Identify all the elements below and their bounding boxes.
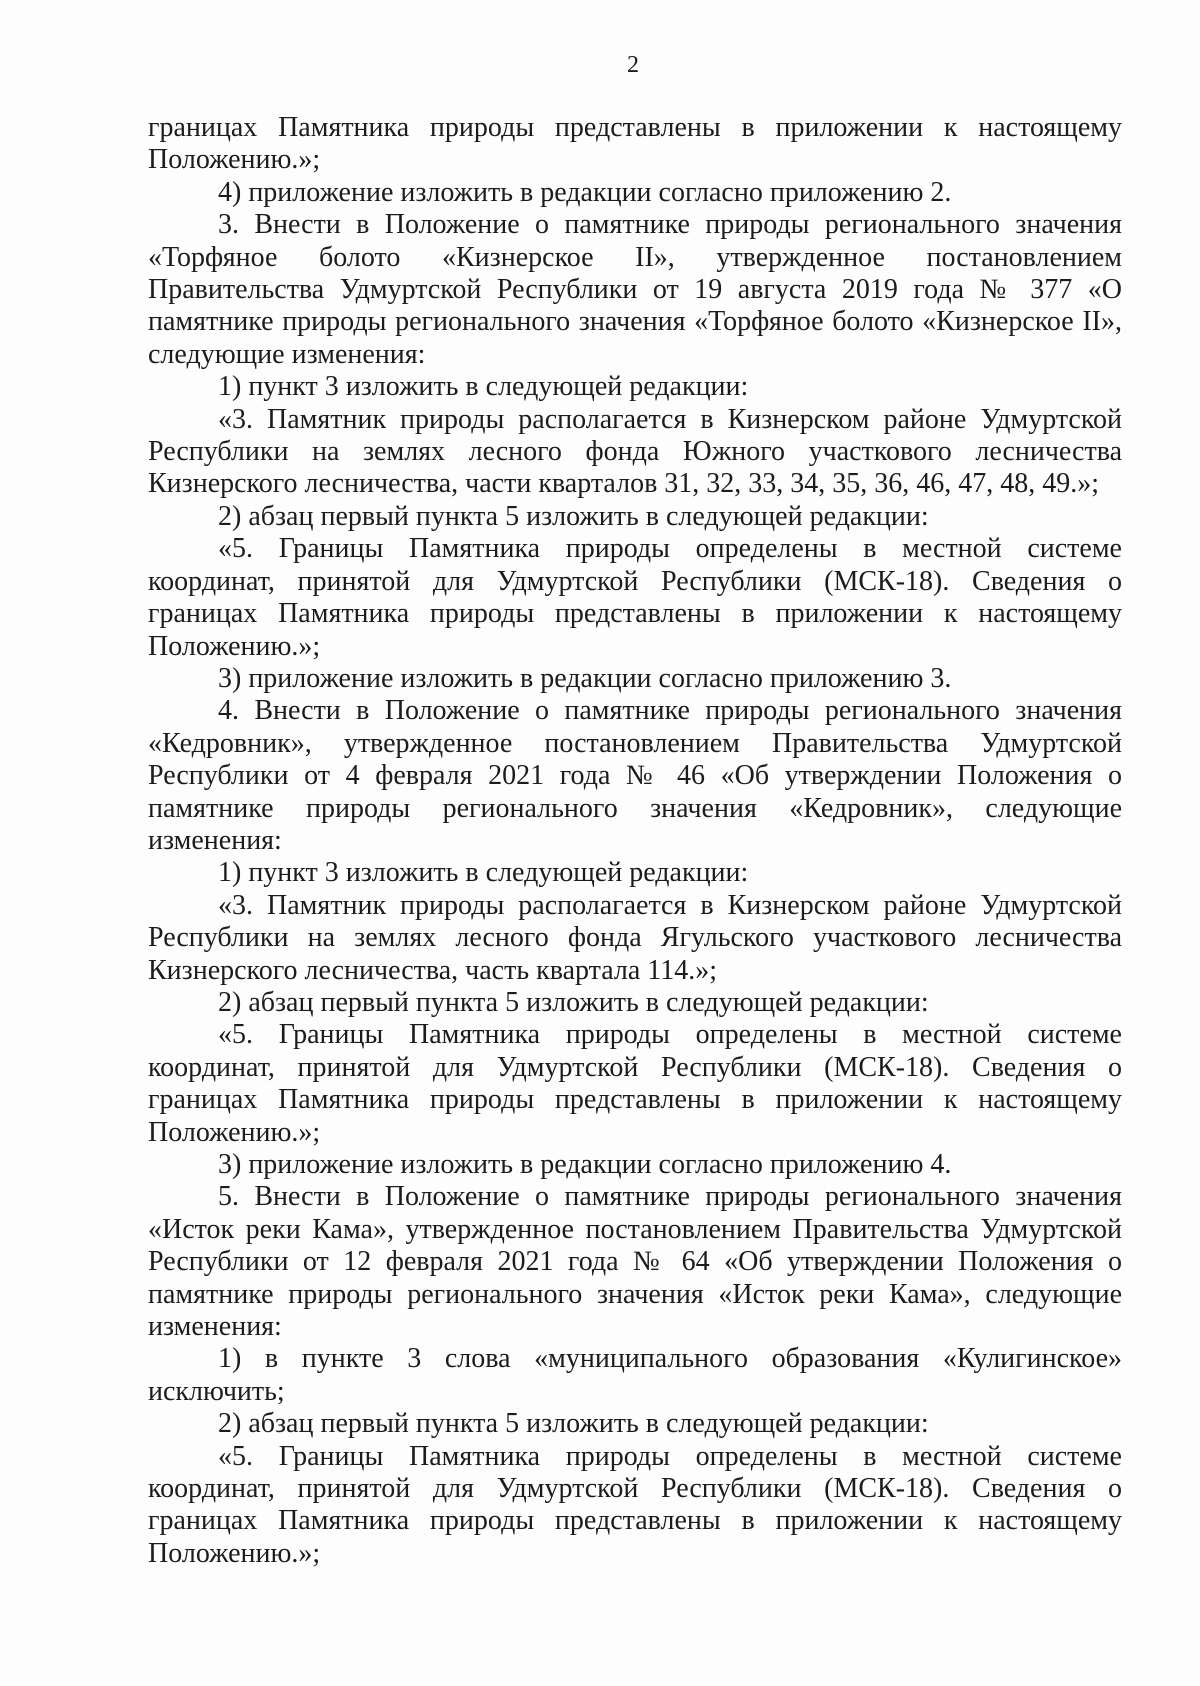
paragraph: 4. Внести в Положение о памятнике природы регионального значения «Кедровник», утвержденное постановлением Правительства Удмуртской Республики от 4 февраля 2021 года № 46 «Об утверждении Положения о памятнике природы регионального значения «Кедровник», следующие изменения:: [148, 695, 1122, 856]
paragraph: 2) абзац первый пункта 5 изложить в следующей редакции:: [218, 986, 929, 1018]
paragraph: 3) приложение изложить в редакции согласно приложению 3.: [218, 662, 952, 694]
paragraph: «5. Границы Памятника природы определены в местной системе координат, принятой для Удмуртской Республики (МСК-18). Сведения о границах Памятника природы представлены в приложении к настоящему Положению.»;: [148, 1440, 1122, 1569]
paragraph: «3. Памятник природы располагается в Кизнерском районе Удмуртской Республики на землях лесного фонда Ягульского участкового лесничества Кизнерского лесничества, часть квартала 114.»;: [148, 889, 1122, 986]
paragraph: «3. Памятник природы располагается в Кизнерском районе Удмуртской Республики на землях лесного фонда Южного участкового лесничества Кизнерского лесничества, части кварталов 31, 32, 33, 34, 35, 36, 46, 47, 48, 49.»;: [148, 403, 1122, 500]
paragraph: границах Памятника природы представлены в приложении к настоящему Положению.»;: [148, 112, 1122, 176]
paragraph: 1) в пункте 3 слова «муниципального образования «Кулигинское» исключить;: [148, 1343, 1122, 1407]
paragraph: 3) приложение изложить в редакции согласно приложению 4.: [218, 1149, 952, 1180]
paragraph: 3. Внести в Положение о памятнике природы регионального значения «Торфяное болото «Кизнерское II», утвержденное постановлением Правительства Удмуртской Республики от 19 августа 2019 года № 377 «О памятнике природы регионального значения «Торфяное болото «Кизнерское II», следующие изменения:: [148, 209, 1122, 370]
paragraph: 1) пункт 3 изложить в следующей редакции:: [218, 857, 749, 889]
paragraph: 2) абзац первый пункта 5 изложить в следующей редакции:: [218, 1408, 929, 1440]
document-body: [148, 112, 1122, 1570]
paragraph: «5. Границы Памятника природы определены в местной системе координат, принятой для Удмуртской Республики (МСК-18). Сведения о границах Памятника природы представлены в приложении к настоящему Положению.»;: [148, 533, 1122, 662]
paragraph: 4) приложение изложить в редакции согласно приложению 2.: [218, 176, 952, 208]
page-number: 2: [627, 52, 639, 78]
paragraph: 2) абзац первый пункта 5 изложить в следующей редакции:: [218, 500, 929, 532]
paragraph: 5. Внести в Положение о памятнике природы регионального значения «Исток реки Кама», утвержденное постановлением Правительства Удмуртской Республики от 12 февраля 2021 года № 64 «Об утверждении Положения о памятнике природы регионального значения «Исток реки Кама», следующие изменения:: [148, 1181, 1122, 1343]
paragraph: «5. Границы Памятника природы определены в местной системе координат, принятой для Удмуртской Республики (МСК-18). Сведения о границах Памятника природы представлены в приложении к настоящему Положению.»;: [148, 1019, 1122, 1148]
paragraph: 1) пункт 3 изложить в следующей редакции:: [218, 371, 749, 403]
